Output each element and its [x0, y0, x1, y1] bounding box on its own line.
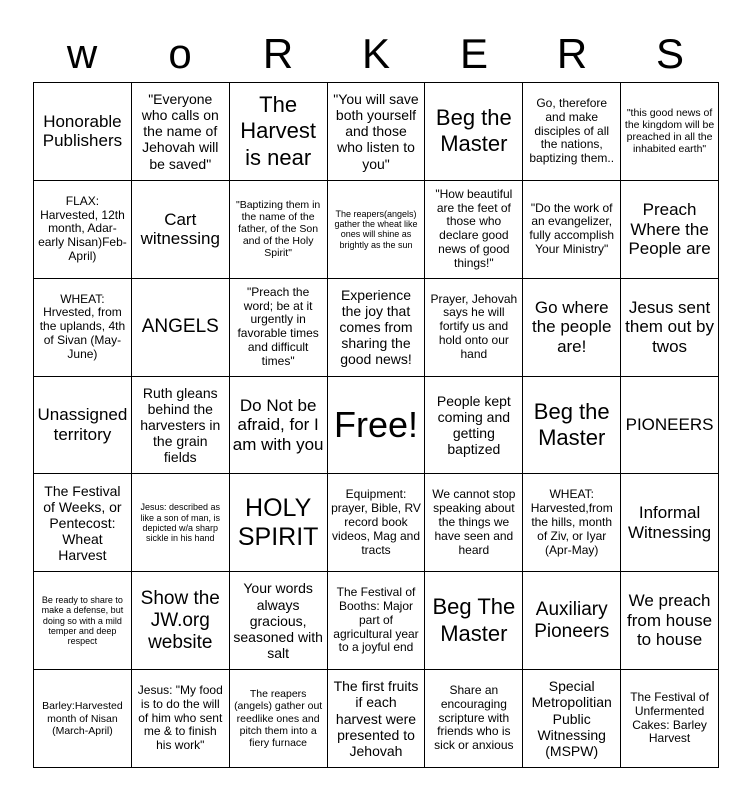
bingo-cell[interactable]: Beg The Master: [425, 572, 523, 670]
bingo-cell[interactable]: We preach from house to house: [621, 572, 719, 670]
bingo-cell[interactable]: Cart witnessing: [132, 181, 230, 279]
bingo-cell[interactable]: WHEAT: Hrvested, from the uplands, 4th of Sivan (May-June): [34, 279, 132, 377]
bingo-cell[interactable]: FLAX: Harvested, 12th month, Adar-early Nisan)Feb-April): [34, 181, 132, 279]
bingo-cell[interactable]: The Festival of Weeks, or Pentecost: Wheat Harvest: [34, 474, 132, 572]
header-letter-w: w: [66, 30, 98, 77]
bingo-cell[interactable]: People kept coming and getting baptized: [425, 377, 523, 475]
bingo-cell[interactable]: Show the JW.org website: [132, 572, 230, 670]
bingo-cell[interactable]: Jesus sent them out by twos: [621, 279, 719, 377]
bingo-cell[interactable]: HOLY SPIRIT: [230, 474, 328, 572]
bingo-cell[interactable]: Auxiliary Pioneers: [523, 572, 621, 670]
bingo-cell[interactable]: "How beautiful are the feet of those who declare good news of good things!": [425, 181, 523, 279]
bingo-cell[interactable]: ANGELS: [132, 279, 230, 377]
bingo-cell[interactable]: Special Metropolitian Public Witnessing (MSPW): [523, 670, 621, 768]
header-letter-k: K: [361, 30, 390, 77]
bingo-cell[interactable]: The first fruits if each harvest were presented to Jehovah: [328, 670, 426, 768]
bingo-cell[interactable]: Unassigned territory: [34, 377, 132, 475]
bingo-cell[interactable]: Beg the Master: [523, 377, 621, 475]
bingo-cell[interactable]: Jesus: "My food is to do the will of him who sent me & to finish his work": [132, 670, 230, 768]
header-letter-s: S: [655, 30, 684, 77]
bingo-cell[interactable]: The Harvest is near: [230, 83, 328, 181]
bingo-cell[interactable]: The Festival of Unfermented Cakes: Barley Harvest: [621, 670, 719, 768]
bingo-cell[interactable]: The Festival of Booths: Major part of agricultural year to a joyful end: [328, 572, 426, 670]
bingo-cell[interactable]: Do Not be afraid, for I am with you: [230, 377, 328, 475]
bingo-cell[interactable]: "Baptizing them in the name of the father, of the Son and of the Holy Spirit": [230, 181, 328, 279]
bingo-cell[interactable]: "Everyone who calls on the name of Jehovah will be saved": [132, 83, 230, 181]
bingo-cell[interactable]: Equipment: prayer, Bible, RV record book videos, Mag and tracts: [328, 474, 426, 572]
header-letter-o: o: [168, 30, 192, 77]
header-letter-r: R: [262, 30, 294, 77]
bingo-cell[interactable]: Ruth gleans behind the harvesters in the grain fields: [132, 377, 230, 475]
bingo-cell[interactable]: Prayer, Jehovah says he will fortify us and hold onto our hand: [425, 279, 523, 377]
bingo-cell[interactable]: "Preach the word; be at it urgently in favorable times and difficult times": [230, 279, 328, 377]
bingo-cell[interactable]: "You will save both yourself and those who listen to you": [328, 83, 426, 181]
bingo-cell[interactable]: Your words always gracious, seasoned with salt: [230, 572, 328, 670]
bingo-cell[interactable]: Jesus: described as like a son of man, is depicted w/a sharp sickle in his hand: [132, 474, 230, 572]
bingo-cell[interactable]: Experience the joy that comes from sharing the good news!: [328, 279, 426, 377]
bingo-cell[interactable]: Honorable Publishers: [34, 83, 132, 181]
bingo-cell[interactable]: Go, therefore and make disciples of all the nations, baptizing them..: [523, 83, 621, 181]
bingo-cell[interactable]: Barley:Harvested month of Nisan (March-April): [34, 670, 132, 768]
bingo-header: [33, 26, 719, 82]
bingo-cell[interactable]: Go where the people are!: [523, 279, 621, 377]
bingo-board: [33, 82, 719, 768]
header-letter-e: E: [459, 30, 488, 77]
bingo-cell[interactable]: We cannot stop speaking about the things we have seen and heard: [425, 474, 523, 572]
bingo-cell[interactable]: Be ready to share to make a defense, but doing so with a mild temper and deep respect: [34, 572, 132, 670]
bingo-cell[interactable]: Preach Where the People are: [621, 181, 719, 279]
bingo-cell[interactable]: The reapers(angels) gather the wheat like ones will shine as brightly as the sun: [328, 181, 426, 279]
bingo-cell[interactable]: WHEAT: Harvested,from the hills, month of Ziv, or Iyar (Apr-May): [523, 474, 621, 572]
bingo-cell[interactable]: PIONEERS: [621, 377, 719, 475]
bingo-cell[interactable]: The reapers (angels) gather out reedlike ones and pitch them into a fiery furnace: [230, 670, 328, 768]
bingo-cell[interactable]: "this good news of the kingdom will be preached in all the inhabited earth": [621, 83, 719, 181]
bingo-cell[interactable]: Informal Witnessing: [621, 474, 719, 572]
bingo-cell[interactable]: Share an encouraging scripture with friends who is sick or anxious: [425, 670, 523, 768]
bingo-cell[interactable]: Beg the Master: [425, 83, 523, 181]
header-letter-r2: R: [556, 30, 588, 77]
bingo-cell[interactable]: "Do the work of an evangelizer, fully accomplish Your Ministry": [523, 181, 621, 279]
free-space-cell[interactable]: Free!: [328, 377, 426, 475]
